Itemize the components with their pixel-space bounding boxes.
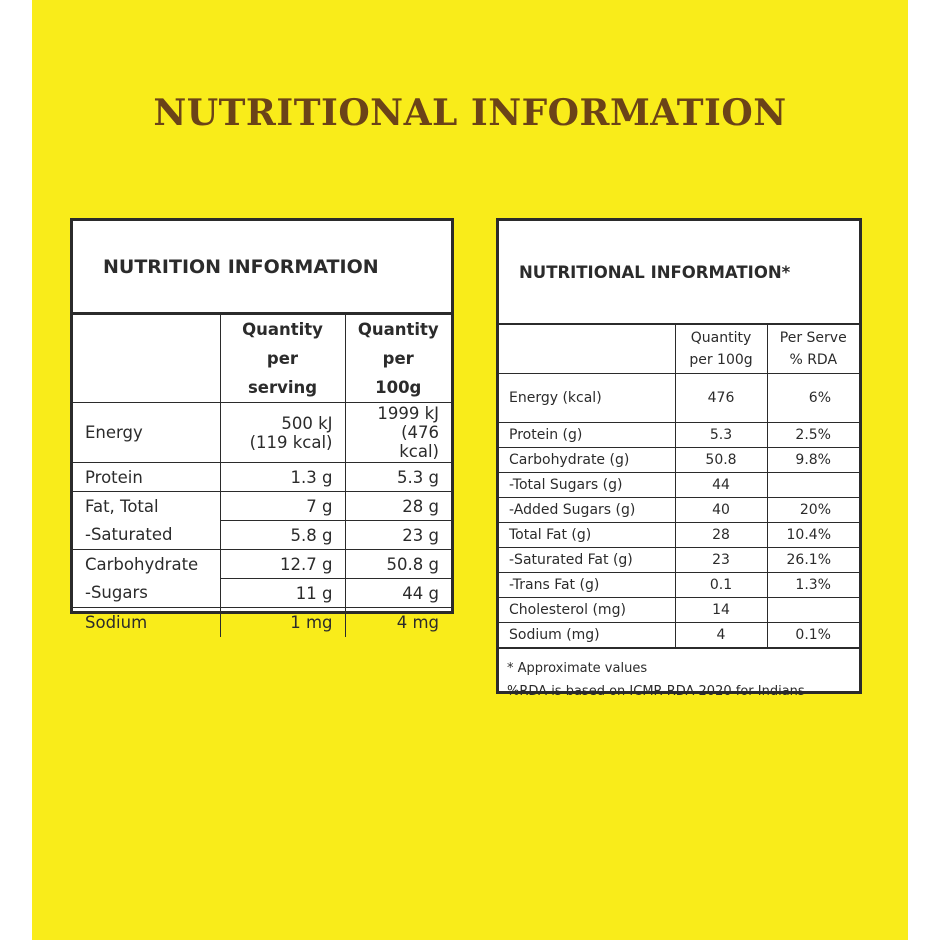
right-table-footnotes [499,648,859,703]
left-row-per100: 4 mg [345,608,451,637]
right-row-rda: 20% [767,497,859,522]
left-row-per100: 5.3 g [345,463,451,492]
right-header-per-100g-line1: Quantity [690,329,752,346]
left-row-label: Sodium [73,608,220,637]
right-row-rda: 0.1% [767,622,859,647]
right-row-label: -Saturated Fat (g) [499,547,675,572]
left-row-serving: 11 g [220,579,345,608]
right-header-row [499,325,859,373]
right-row-trans-fat [499,572,859,597]
right-header-rda-line1: Per Serve [779,329,847,346]
left-energy-per100-kj: 1999 kJ [377,404,439,423]
right-row-label: Energy (kcal) [499,373,675,422]
left-row-sodium [73,608,451,637]
left-energy-serving [220,403,345,463]
right-row-label: Cholesterol (mg) [499,597,675,622]
right-row-rda: 9.8% [767,447,859,472]
right-row-label: -Total Sugars (g) [499,472,675,497]
left-header-empty [73,315,220,403]
right-row-rda [767,472,859,497]
right-row-label: Protein (g) [499,422,675,447]
left-header-per-100g-line1: Quantity [357,320,439,339]
left-row-carbohydrate [73,550,451,579]
right-row-cholesterol [499,597,859,622]
right-row-rda [767,597,859,622]
left-header-row [73,315,451,403]
right-row-label: Total Fat (g) [499,522,675,547]
left-header-per-serving-line2: per serving [247,349,318,397]
right-row-rda: 26.1% [767,547,859,572]
right-row-protein [499,422,859,447]
left-row-energy [73,403,451,463]
right-row-label: -Trans Fat (g) [499,572,675,597]
footnote-approximate: * Approximate values [507,660,648,676]
left-header-per-100g [345,315,451,403]
right-header-per-100g [675,325,767,373]
right-row-carbohydrate [499,447,859,472]
right-row-per100: 44 [675,472,767,497]
right-row-per100: 50.8 [675,447,767,472]
right-header-rda [767,325,859,373]
left-row-serving: 5.8 g [220,521,345,550]
right-row-added-sugars [499,497,859,522]
left-row-per100: 44 g [345,579,451,608]
right-row-rda: 10.4% [767,522,859,547]
left-energy-per100 [345,403,451,463]
left-row-serving: 1 mg [220,608,345,637]
left-table-grid [73,315,451,637]
left-energy-per100-kcal: (476 kcal) [399,423,439,461]
right-row-per100: 23 [675,547,767,572]
left-row-label: -Sugars [73,579,220,608]
right-row-energy [499,373,859,422]
left-energy-serving-kj: 500 kJ [281,413,333,433]
left-header-per-serving [220,315,345,403]
footnote-rda-basis: %RDA is based on ICMR RDA 2020 for Indians [507,683,805,699]
left-row-label: Carbohydrate [73,550,220,579]
left-row-fat-total [73,492,451,521]
right-table-title: NUTRITIONAL INFORMATION* [499,221,859,325]
right-row-label: Sodium (mg) [499,622,675,647]
right-row-sodium [499,622,859,647]
right-row-rda: 1.3% [767,572,859,597]
left-energy-label: Energy [73,403,220,463]
left-row-sugars [73,579,451,608]
right-row-per100: 14 [675,597,767,622]
left-energy-serving-kcal: (119 kcal) [249,432,333,452]
nutrition-table-right [496,218,862,699]
left-row-serving: 1.3 g [220,463,345,492]
right-row-per100: 4 [675,622,767,647]
right-header-empty [499,325,675,373]
left-row-label: -Saturated [73,521,220,550]
right-row-rda: 2.5% [767,422,859,447]
nutrition-table-left [70,218,454,632]
page-title: NUTRITIONAL INFORMATION [153,92,787,134]
right-row-total-sugars [499,472,859,497]
right-row-per100: 0.1 [675,572,767,597]
right-row-per100: 40 [675,497,767,522]
left-row-label: Fat, Total [73,492,220,521]
right-row-rda: 6% [767,373,859,422]
right-row-per100: 28 [675,522,767,547]
right-row-label: -Added Sugars (g) [499,497,675,522]
left-header-per-serving-line1: Quantity [242,320,323,339]
right-row-label: Carbohydrate (g) [499,447,675,472]
left-row-serving: 12.7 g [220,550,345,579]
left-row-per100: 28 g [345,492,451,521]
left-header-per-100g-line2: per 100g [375,349,422,397]
right-row-total-fat [499,522,859,547]
right-row-per100: 476 [675,373,767,422]
right-table-grid [499,325,859,648]
right-row-saturated-fat [499,547,859,572]
right-row-per100: 5.3 [675,422,767,447]
right-header-rda-line2: % RDA [789,351,838,368]
left-table-title: NUTRITION INFORMATION [73,221,451,315]
left-row-saturated [73,521,451,550]
left-row-serving: 7 g [220,492,345,521]
right-header-per-100g-line2: per 100g [689,351,753,368]
left-row-protein [73,463,451,492]
left-row-per100: 23 g [345,521,451,550]
left-row-per100: 50.8 g [345,550,451,579]
left-row-label: Protein [73,463,220,492]
